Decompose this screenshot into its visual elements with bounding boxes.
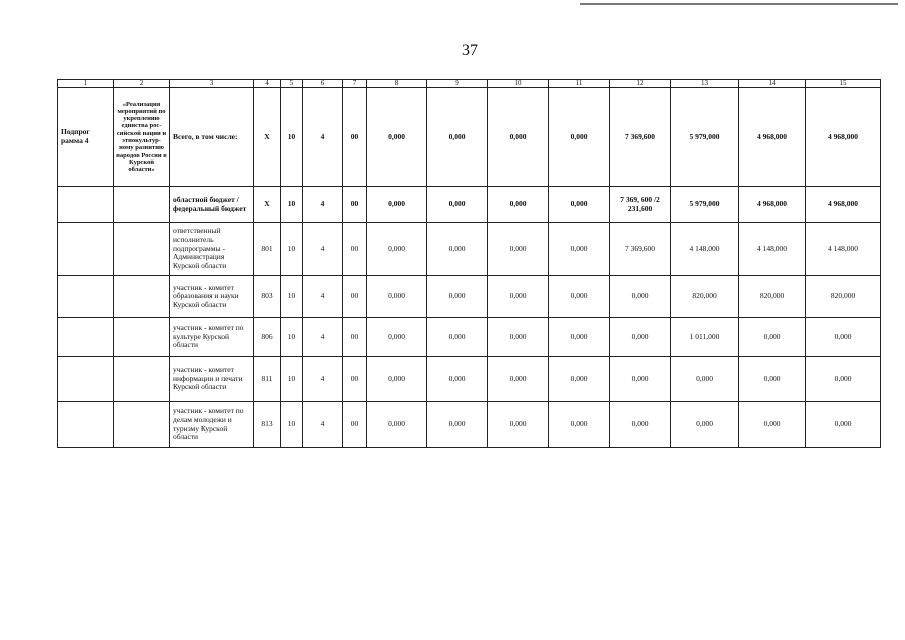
amount-cell: 0,000 [367, 88, 427, 187]
grbs-code-cell: 803 [254, 276, 281, 318]
target-code-cell: 00 [343, 276, 367, 318]
grbs-code-cell: X [254, 88, 281, 187]
amount-cell: 4 148,000 [806, 223, 881, 276]
subprogram-title-cell: «Реализация мероприятий по укреплению единства рос- сийской нации и этнокультур- ному развитию народов России в Курской области» [114, 88, 170, 187]
table-row-education-committee [58, 276, 881, 318]
column-header: 6 [303, 80, 343, 88]
amount-cell: 0,000 [549, 187, 610, 223]
amount-cell: 0,000 [549, 276, 610, 318]
header-rule [580, 3, 898, 5]
amount-cell: 0,000 [488, 357, 549, 402]
empty-cell [58, 187, 114, 223]
table-row-culture-committee [58, 318, 881, 357]
target-code-cell: 00 [343, 402, 367, 448]
funding-source-cell: Всего, в том числе: [170, 88, 254, 187]
amount-cell: 4 968,000 [806, 187, 881, 223]
table-row-regional-federal-budget [58, 187, 881, 223]
amount-cell: 0,000 [610, 402, 671, 448]
amount-cell: 0,000 [610, 318, 671, 357]
subsection-code-cell: 4 [303, 187, 343, 223]
amount-cell: 4 968,000 [806, 88, 881, 187]
amount-cell: 0,000 [739, 318, 806, 357]
empty-cell [114, 402, 170, 448]
empty-cell [114, 318, 170, 357]
column-header: 2 [114, 80, 170, 88]
subsection-code-cell: 4 [303, 318, 343, 357]
amount-cell: 5 979,000 [671, 88, 739, 187]
target-code-cell: 00 [343, 318, 367, 357]
amount-cell: 0,000 [367, 402, 427, 448]
amount-cell: 0,000 [610, 276, 671, 318]
participant-cell: участник - комитет образования и науки Курской области [170, 276, 254, 318]
target-code-cell: 00 [343, 88, 367, 187]
amount-cell: 820,000 [739, 276, 806, 318]
subsection-code-cell: 4 [303, 357, 343, 402]
target-code-cell: 00 [343, 223, 367, 276]
grbs-code-cell: 813 [254, 402, 281, 448]
amount-cell: 0,000 [488, 88, 549, 187]
column-number-header-row [58, 80, 881, 88]
grbs-code-cell: 806 [254, 318, 281, 357]
empty-cell [58, 357, 114, 402]
section-code-cell: 10 [281, 318, 303, 357]
amount-cell: 7 369,600 [610, 88, 671, 187]
amount-cell: 0,000 [806, 318, 881, 357]
column-header: 4 [254, 80, 281, 88]
amount-cell: 0,000 [367, 223, 427, 276]
participant-cell: участник - комитет информации и печати Курской области [170, 357, 254, 402]
column-header: 7 [343, 80, 367, 88]
amount-cell: 0,000 [549, 357, 610, 402]
column-header: 11 [549, 80, 610, 88]
amount-cell: 0,000 [427, 187, 488, 223]
amount-cell: 0,000 [549, 223, 610, 276]
funding-source-cell: областной бюджет /федеральный бюджет [170, 187, 254, 223]
empty-cell [114, 187, 170, 223]
amount-cell: 0,000 [549, 402, 610, 448]
participant-cell: ответственный исполнитель подпрограммы - Администрация Курской области [170, 223, 254, 276]
column-header: 13 [671, 80, 739, 88]
table-row-subprogram-total [58, 88, 881, 187]
subsection-code-cell: 4 [303, 276, 343, 318]
amount-cell: 4 148,000 [671, 223, 739, 276]
amount-cell: 0,000 [739, 357, 806, 402]
amount-cell: 0,000 [367, 357, 427, 402]
empty-cell [114, 357, 170, 402]
amount-cell: 0,000 [488, 276, 549, 318]
section-code-cell: 10 [281, 402, 303, 448]
grbs-code-cell: X [254, 187, 281, 223]
empty-cell [58, 318, 114, 357]
amount-cell: 820,000 [806, 276, 881, 318]
amount-cell: 0,000 [739, 402, 806, 448]
grbs-code-cell: 801 [254, 223, 281, 276]
target-code-cell: 00 [343, 187, 367, 223]
amount-cell: 0,000 [488, 223, 549, 276]
target-code-cell: 00 [343, 357, 367, 402]
amount-cell: 4 148,000 [739, 223, 806, 276]
column-header: 15 [806, 80, 881, 88]
empty-cell [58, 223, 114, 276]
amount-cell: 820,000 [671, 276, 739, 318]
empty-cell [114, 276, 170, 318]
amount-cell: 5 979,000 [671, 187, 739, 223]
subsection-code-cell: 4 [303, 88, 343, 187]
amount-cell: 0,000 [367, 187, 427, 223]
participant-cell: участник - комитет по делам молодежи и туризму Курской области [170, 402, 254, 448]
amount-cell: 0,000 [671, 357, 739, 402]
amount-cell: 0,000 [610, 357, 671, 402]
amount-cell: 0,000 [427, 318, 488, 357]
column-header: 1 [58, 80, 114, 88]
column-header: 8 [367, 80, 427, 88]
section-code-cell: 10 [281, 88, 303, 187]
column-header: 5 [281, 80, 303, 88]
amount-cell: 0,000 [367, 318, 427, 357]
subsection-code-cell: 4 [303, 402, 343, 448]
column-header: 10 [488, 80, 549, 88]
column-header: 14 [739, 80, 806, 88]
page-number: 37 [462, 42, 478, 59]
amount-cell: 0,000 [806, 357, 881, 402]
amount-cell: 7 369, 600 /2 231,600 [610, 187, 671, 223]
subsection-code-cell: 4 [303, 223, 343, 276]
amount-cell: 0,000 [488, 402, 549, 448]
participant-cell: участник - комитет по культуре Курской области [170, 318, 254, 357]
amount-cell: 0,000 [427, 223, 488, 276]
empty-cell [58, 402, 114, 448]
amount-cell: 0,000 [671, 402, 739, 448]
section-code-cell: 10 [281, 276, 303, 318]
amount-cell: 4 968,000 [739, 88, 806, 187]
section-code-cell: 10 [281, 223, 303, 276]
amount-cell: 0,000 [488, 318, 549, 357]
amount-cell: 0,000 [549, 318, 610, 357]
amount-cell: 1 011,000 [671, 318, 739, 357]
column-header: 9 [427, 80, 488, 88]
column-header: 3 [170, 80, 254, 88]
amount-cell: 7 369,600 [610, 223, 671, 276]
grbs-code-cell: 811 [254, 357, 281, 402]
section-code-cell: 10 [281, 187, 303, 223]
amount-cell: 0,000 [367, 276, 427, 318]
amount-cell: 0,000 [427, 357, 488, 402]
section-code-cell: 10 [281, 357, 303, 402]
column-header: 12 [610, 80, 671, 88]
table-row-youth-tourism-committee [58, 402, 881, 448]
amount-cell: 0,000 [427, 88, 488, 187]
amount-cell: 0,000 [427, 402, 488, 448]
empty-cell [114, 223, 170, 276]
amount-cell: 0,000 [488, 187, 549, 223]
subprogram-code-cell: Подпрог рамма 4 [58, 88, 114, 187]
table-row-information-committee [58, 357, 881, 402]
budget-table [57, 79, 881, 448]
amount-cell: 0,000 [549, 88, 610, 187]
table-row-responsible-executor [58, 223, 881, 276]
amount-cell: 0,000 [806, 402, 881, 448]
empty-cell [58, 276, 114, 318]
amount-cell: 0,000 [427, 276, 488, 318]
amount-cell: 4 968,000 [739, 187, 806, 223]
